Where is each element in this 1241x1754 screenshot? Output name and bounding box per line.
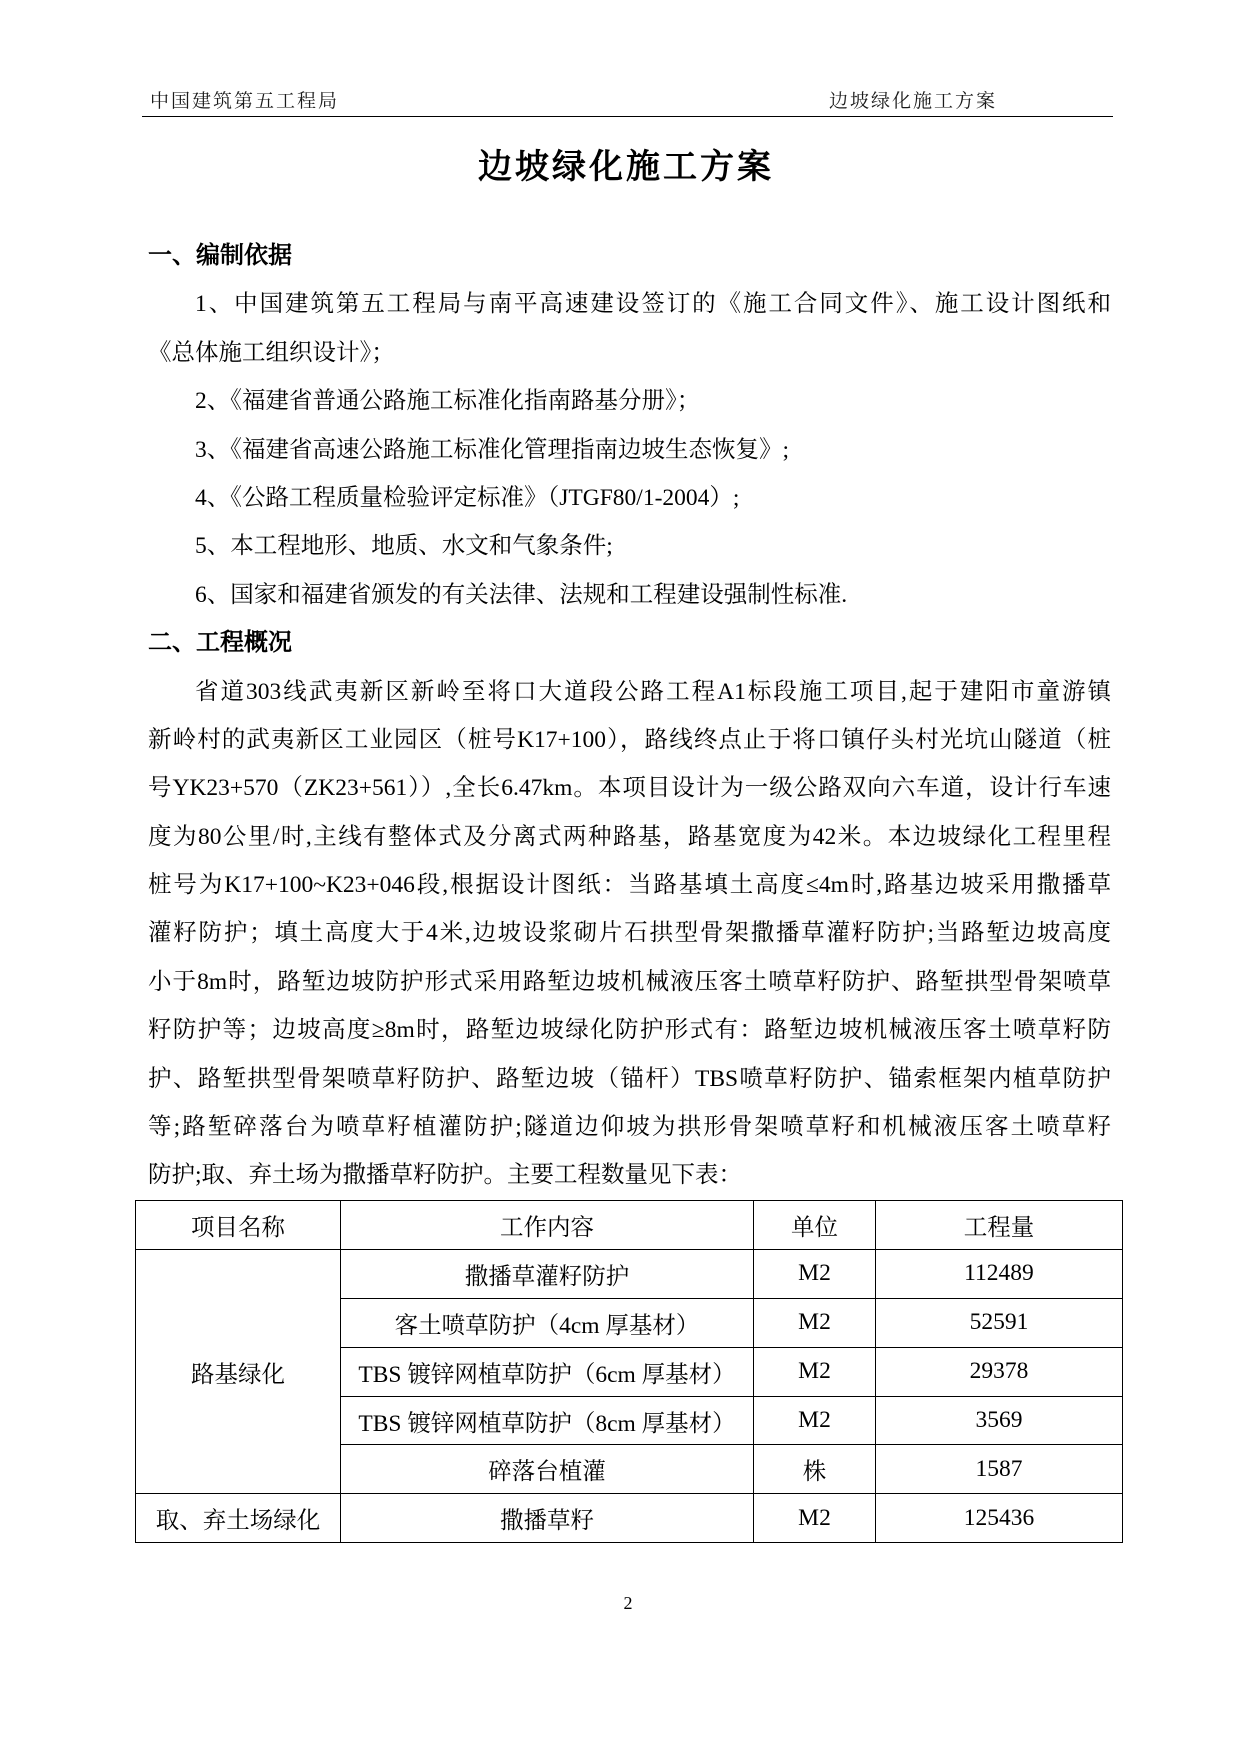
basis-item-2 bbox=[148, 377, 1111, 425]
unit-cell: M2 bbox=[754, 1347, 876, 1396]
basis-item-5 bbox=[148, 522, 1111, 570]
quantity-cell: 52591 bbox=[876, 1298, 1123, 1347]
overview-line-2: 新岭村的武夷新区工业园区（桩号K17+100），路线终点止于将口镇仔头村光坑山隧道（桩 bbox=[148, 726, 1111, 753]
overview-line-11: 防护;取、弃土场为撒播草籽防护。主要工程数量见下表： bbox=[148, 1162, 743, 1189]
section-heading-basis: 一、编制依据 bbox=[148, 243, 292, 269]
section-heading-overview: 二、工程概况 bbox=[148, 630, 292, 657]
overview-paragraph bbox=[148, 668, 1111, 1200]
header-doc-title: 边坡绿化施工方案 bbox=[829, 91, 998, 112]
unit-cell: 株 bbox=[754, 1445, 876, 1494]
overview-line-6: 灌籽防护；填土高度大于4米,边坡设浆砌片石拱型骨架撒播草灌籽防护;当路堑边坡高度 bbox=[148, 920, 1111, 947]
work-content-cell: 撒播草籽 bbox=[341, 1494, 754, 1543]
document-body bbox=[148, 232, 1111, 1200]
category-cell: 路基绿化 bbox=[136, 1249, 341, 1493]
table-row bbox=[136, 1494, 1123, 1543]
unit-cell: M2 bbox=[754, 1249, 876, 1298]
quantity-cell: 29378 bbox=[876, 1347, 1123, 1396]
document-title: 边坡绿化施工方案 bbox=[478, 149, 774, 186]
work-content-cell: 撒播草灌籽防护 bbox=[341, 1249, 754, 1298]
work-content-cell: TBS 镀锌网植草防护（6cm 厚基材） bbox=[341, 1347, 754, 1396]
basis-item-5-line-1: 5、本工程地形、地质、水文和气象条件; bbox=[195, 533, 613, 560]
basis-item-6-line-1: 6、国家和福建省颁发的有关法律、法规和工程建设强制性标准. bbox=[195, 581, 848, 608]
basis-item-4 bbox=[148, 474, 1111, 522]
work-content-cell: 碎落台植灌 bbox=[341, 1445, 754, 1494]
basis-item-3 bbox=[148, 426, 1111, 474]
table-row bbox=[136, 1249, 1123, 1298]
overview-line-5: 桩号为K17+100~K23+046段,根据设计图纸：当路基填土高度≤4m时,路基边坡采用撒播草 bbox=[148, 872, 1111, 899]
overview-line-3: 号YK23+570（ZK23+561））,全长6.47km。本项目设计为一级公路双向六车道，设计行车速 bbox=[148, 775, 1111, 802]
header-cell-work-content: 工作内容 bbox=[341, 1201, 754, 1250]
basis-item-4-line-1: 4、《公路工程质量检验评定标准》（JTGF80/1-2004）; bbox=[195, 484, 740, 511]
basis-item-1-line-2: 《总体施工组织设计》； bbox=[148, 339, 395, 366]
overview-line-9: 护、路堑拱型骨架喷草籽防护、路堑边坡（锚杆）TBS喷草籽防护、锚索框架内植草防护 bbox=[148, 1065, 1111, 1092]
quantity-cell: 112489 bbox=[876, 1249, 1123, 1298]
overview-line-7: 小于8m时，路堑边坡防护形式采用路堑边坡机械液压客土喷草籽防护、路堑拱型骨架喷草 bbox=[148, 968, 1111, 995]
table-header-row bbox=[136, 1201, 1123, 1250]
overview-line-1: 省道303线武夷新区新岭至将口大道段公路工程A1标段施工项目,起于建阳市童游镇 bbox=[195, 678, 1111, 705]
quantity-table bbox=[135, 1200, 1123, 1543]
quantity-cell: 125436 bbox=[876, 1494, 1123, 1543]
overview-line-4: 度为80公里/时,主线有整体式及分离式两种路基，路基宽度为42米。本边坡绿化工程里程 bbox=[148, 823, 1111, 850]
header-rule bbox=[142, 116, 1113, 117]
work-content-cell: TBS 镀锌网植草防护（8cm 厚基材） bbox=[341, 1396, 754, 1445]
header-cell-unit: 单位 bbox=[754, 1201, 876, 1250]
basis-item-6 bbox=[148, 571, 1111, 619]
basis-item-3-line-1: 3、《福建省高速公路施工标准化管理指南边坡生态恢复》; bbox=[195, 436, 790, 463]
quantity-cell: 1587 bbox=[876, 1445, 1123, 1494]
overview-line-10: 等;路堑碎落台为喷草籽植灌防护;隧道边仰坡为拱形骨架喷草籽和机械液压客土喷草籽 bbox=[148, 1114, 1111, 1141]
header-org-name: 中国建筑第五工程局 bbox=[150, 91, 340, 112]
unit-cell: M2 bbox=[754, 1494, 876, 1543]
header-cell-quantity: 工程量 bbox=[876, 1201, 1123, 1250]
basis-item-1-line-1: 1、中国建筑第五工程局与南平高速建设签订的《施工合同文件》、施工设计图纸和 bbox=[195, 291, 1111, 318]
category-cell: 取、弃土场绿化 bbox=[136, 1494, 341, 1543]
work-content-cell: 客土喷草防护（4cm 厚基材） bbox=[341, 1298, 754, 1347]
header-cell-item-name: 项目名称 bbox=[136, 1201, 341, 1250]
page-number: 2 bbox=[623, 1593, 633, 1613]
unit-cell: M2 bbox=[754, 1396, 876, 1445]
overview-line-8: 籽防护等；边坡高度≥8m时，路堑边坡绿化防护形式有：路堑边坡机械液压客土喷草籽防 bbox=[148, 1017, 1111, 1044]
quantity-cell: 3569 bbox=[876, 1396, 1123, 1445]
basis-item-2-line-1: 2、《福建省普通公路施工标准化指南路基分册》； bbox=[195, 388, 701, 415]
unit-cell: M2 bbox=[754, 1298, 876, 1347]
basis-item-1 bbox=[148, 280, 1111, 377]
